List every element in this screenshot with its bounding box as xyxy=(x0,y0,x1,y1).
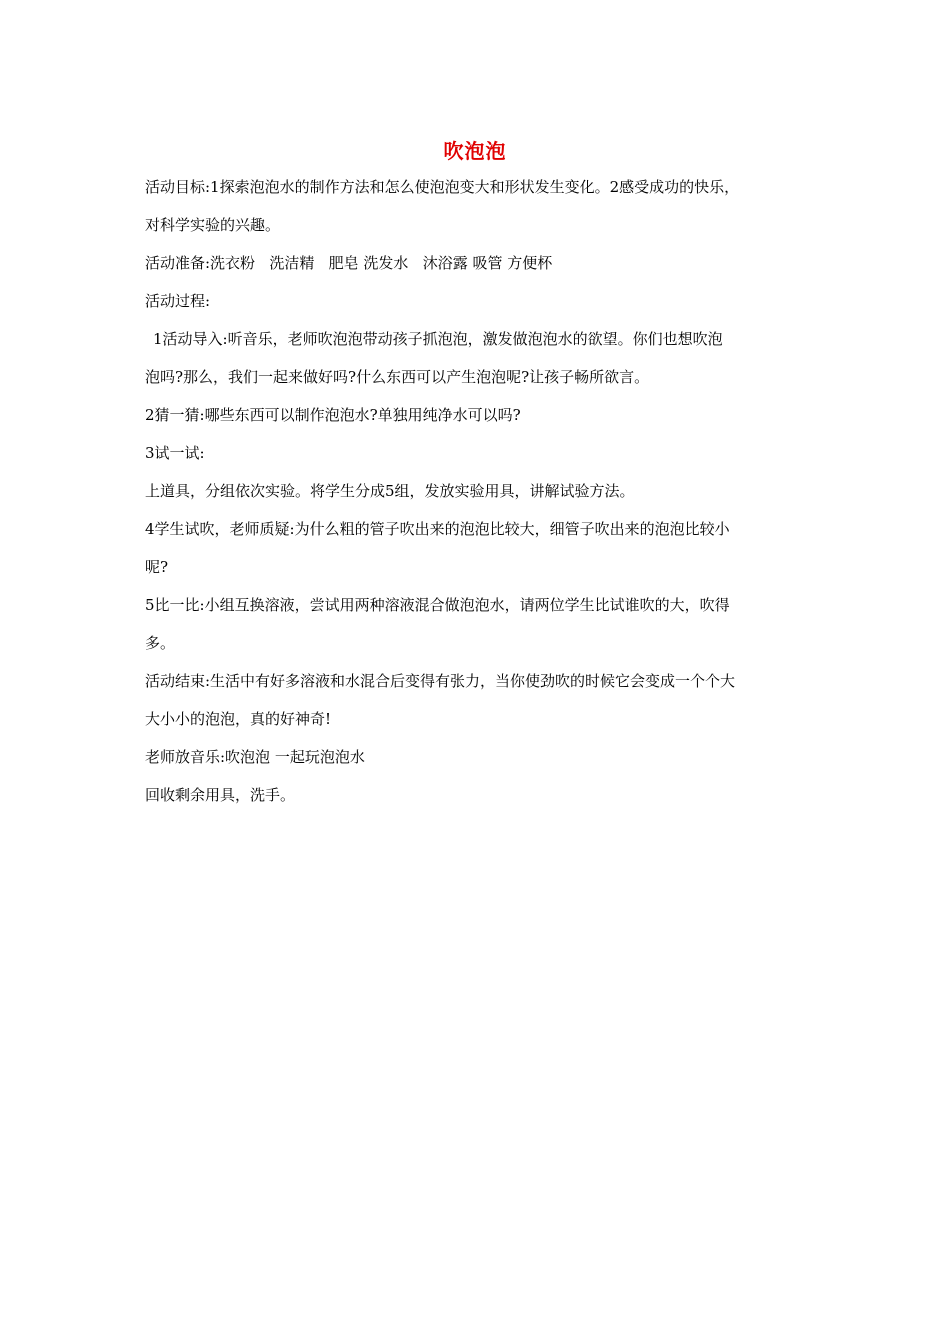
process-heading: 活动过程: xyxy=(145,292,211,310)
cleanup-line: 回收剩余用具，洗手。 xyxy=(145,786,296,804)
document-title: 吹泡泡 xyxy=(443,139,507,163)
materials-line: 活动准备:洗衣粉 洗洁精 肥皂 洗发水 沐浴露 吸管 方便杯 xyxy=(145,254,553,272)
step-4-line-2: 呢? xyxy=(145,558,169,576)
step-5-line-2: 多。 xyxy=(145,634,176,652)
ending-line-2: 大小小的泡泡，真的好神奇! xyxy=(145,710,332,728)
step-3-heading: 3试一试: xyxy=(145,444,205,462)
step-4-line-1: 4学生试吹，老师质疑:为什么粗的管子吹出来的泡泡比较大，细管子吹出来的泡泡比较小 xyxy=(145,520,730,538)
step-2-line: 2猜一猜:哪些东西可以制作泡泡水?单独用纯净水可以吗? xyxy=(145,406,521,424)
step-3-line: 上道具，分组依次实验。将学生分成5组，发放实验用具，讲解试验方法。 xyxy=(145,482,635,500)
document-body xyxy=(145,172,825,818)
ending-line-1: 活动结束:生活中有好多溶液和水混合后变得有张力，当你使劲吹的时候它会变成一个个大 xyxy=(145,672,736,690)
step-1-line-2: 泡吗?那么，我们一起来做好吗?什么东西可以产生泡泡呢?让孩子畅所欲言。 xyxy=(145,368,650,386)
goal-line-2: 对科学实验的兴趣。 xyxy=(145,216,281,234)
step-1-line-1: 1活动导入:听音乐，老师吹泡泡带动孩子抓泡泡，激发做泡泡水的欲望。你们也想吹泡 xyxy=(153,330,723,348)
goal-line-1: 活动目标:1探索泡泡水的制作方法和怎么使泡泡变大和形状发生变化。2感受成功的快乐， xyxy=(145,178,740,196)
step-5-line-1: 5比一比:小组互换溶液，尝试用两种溶液混合做泡泡水，请两位学生比试谁吹的大，吹得 xyxy=(145,596,730,614)
music-line: 老师放音乐:吹泡泡 一起玩泡泡水 xyxy=(145,748,365,766)
